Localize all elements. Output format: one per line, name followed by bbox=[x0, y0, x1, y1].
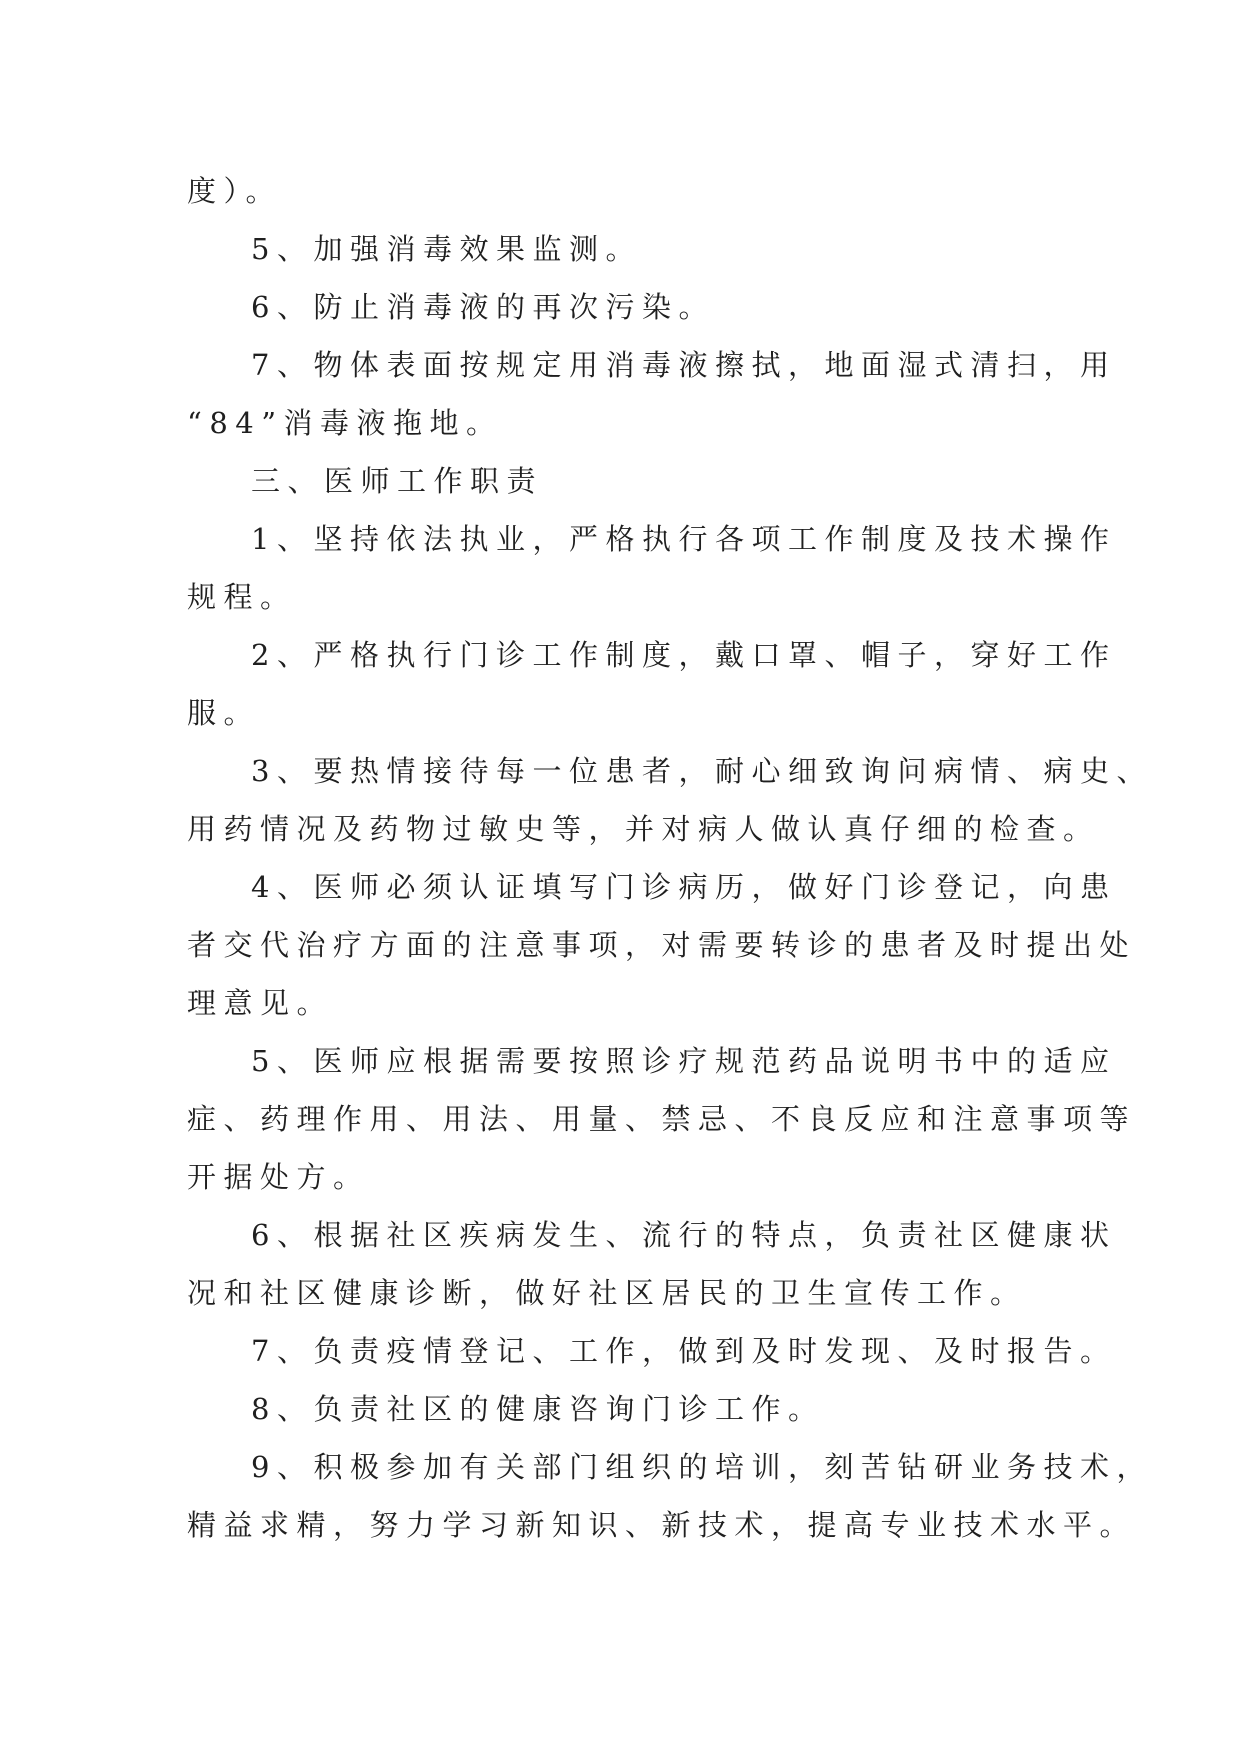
text-line: 度）。 bbox=[187, 174, 283, 208]
text-line: 5、医师应根据需要按照诊疗规范药品说明书中的适应 bbox=[251, 1044, 1117, 1078]
text-line: 开据处方。 bbox=[187, 1160, 370, 1194]
text-line: 7、负责疫情登记、工作，做到及时发现、及时报告。 bbox=[251, 1334, 1117, 1368]
text-line: 8、负责社区的健康咨询门诊工作。 bbox=[251, 1392, 825, 1426]
section-heading: 三、医师工作职责 bbox=[251, 464, 544, 498]
text-line: 6、防止消毒液的再次污染。 bbox=[251, 290, 715, 324]
text-line: 4、医师必须认证填写门诊病历，做好门诊登记，向患 bbox=[251, 870, 1117, 904]
text-line: 规程。 bbox=[187, 580, 297, 614]
text-line: 3、要热情接待每一位患者，耐心细致询问病情、病史、 bbox=[251, 754, 1153, 788]
text-line: 况和社区健康诊断，做好社区居民的卫生宣传工作。 bbox=[187, 1276, 1027, 1310]
text-line: 症、药理作用、用法、用量、禁忌、不良反应和注意事项等 bbox=[187, 1102, 1137, 1136]
text-line: 服。 bbox=[187, 696, 261, 730]
text-line: 7、物体表面按规定用消毒液擦拭，地面湿式清扫，用 bbox=[251, 348, 1117, 382]
text-line: 精益求精，努力学习新知识、新技术，提高专业技术水平。 bbox=[187, 1508, 1137, 1542]
text-line: 5、加强消毒效果监测。 bbox=[251, 232, 642, 266]
text-line: 9、积极参加有关部门组织的培训，刻苦钻研业务技术， bbox=[251, 1450, 1153, 1484]
text-line: 1、坚持依法执业，严格执行各项工作制度及技术操作 bbox=[251, 522, 1117, 556]
text-line: 理意见。 bbox=[187, 986, 334, 1020]
text-line: 6、根据社区疾病发生、流行的特点，负责社区健康状 bbox=[251, 1218, 1117, 1252]
text-line: 用药情况及药物过敏史等，并对病人做认真仔细的检查。 bbox=[187, 812, 1100, 846]
text-line: 2、严格执行门诊工作制度，戴口罩、帽子，穿好工作 bbox=[251, 638, 1117, 672]
text-line: “84”消毒液拖地。 bbox=[187, 406, 503, 440]
text-line: 者交代治疗方面的注意事项，对需要转诊的患者及时提出处 bbox=[187, 928, 1137, 962]
document-body bbox=[187, 162, 1153, 1554]
